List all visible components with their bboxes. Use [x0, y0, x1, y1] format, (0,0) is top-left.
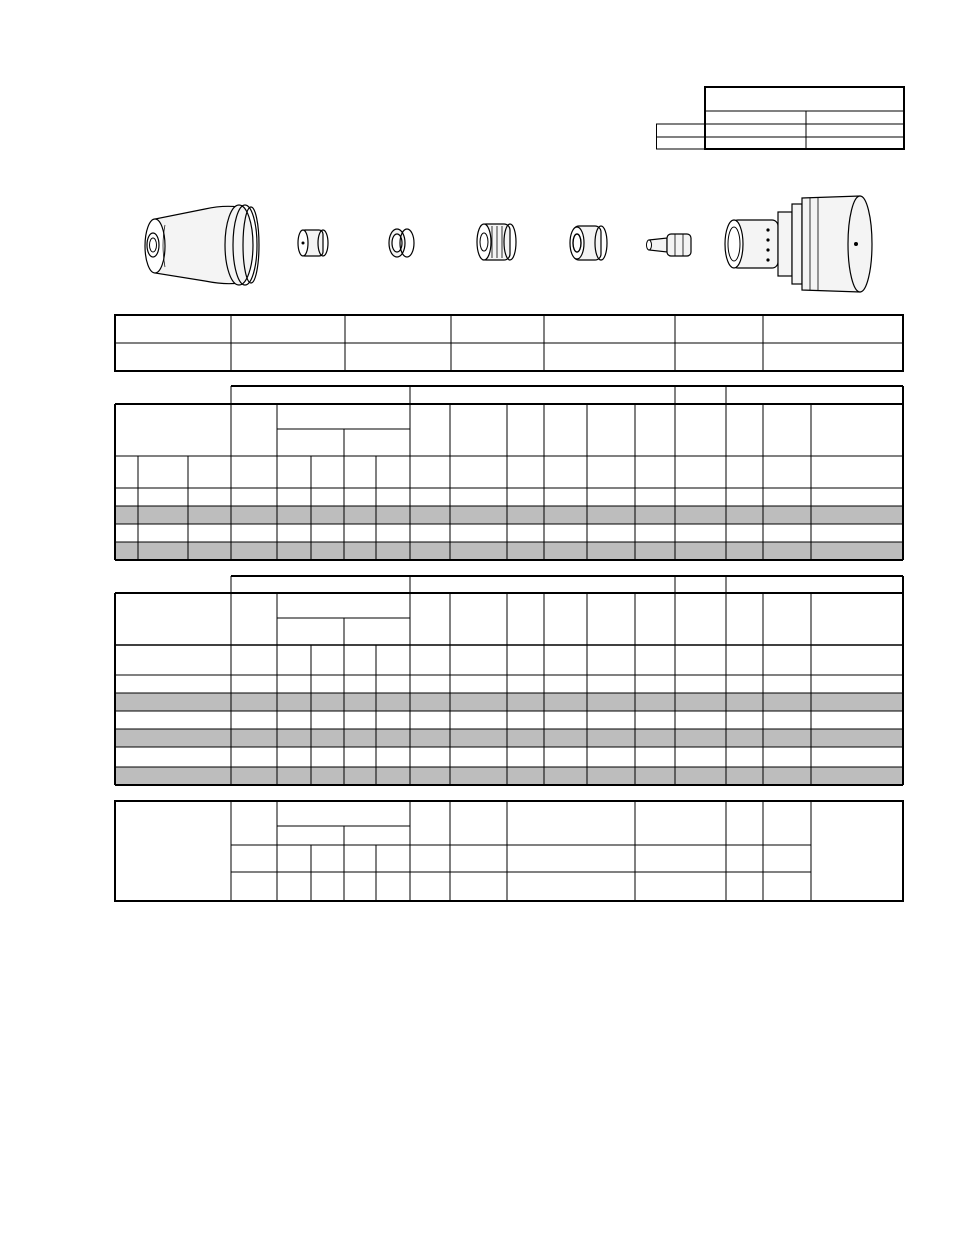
part-number-table-lines — [114, 314, 904, 372]
process-table-2 — [114, 575, 904, 787]
process-table-3 — [114, 800, 904, 902]
header-table-lines — [656, 86, 905, 150]
part-number-table — [114, 314, 904, 372]
nozzle-retaining-cap-icon — [295, 224, 335, 264]
nozzle-icon — [565, 220, 615, 270]
swirl-ring-icon — [470, 218, 530, 268]
torch-main-body-icon — [720, 190, 900, 300]
process-table-1 — [114, 385, 904, 561]
process-table-1-lines — [114, 385, 904, 561]
header-table — [656, 86, 905, 150]
swirl-ring-small-icon — [383, 224, 423, 264]
consumable-parts-illustration — [130, 190, 900, 300]
electrode-icon — [645, 226, 705, 266]
process-table-2-lines — [114, 575, 904, 787]
shield-icon — [135, 195, 265, 295]
process-table-3-lines — [114, 800, 904, 902]
